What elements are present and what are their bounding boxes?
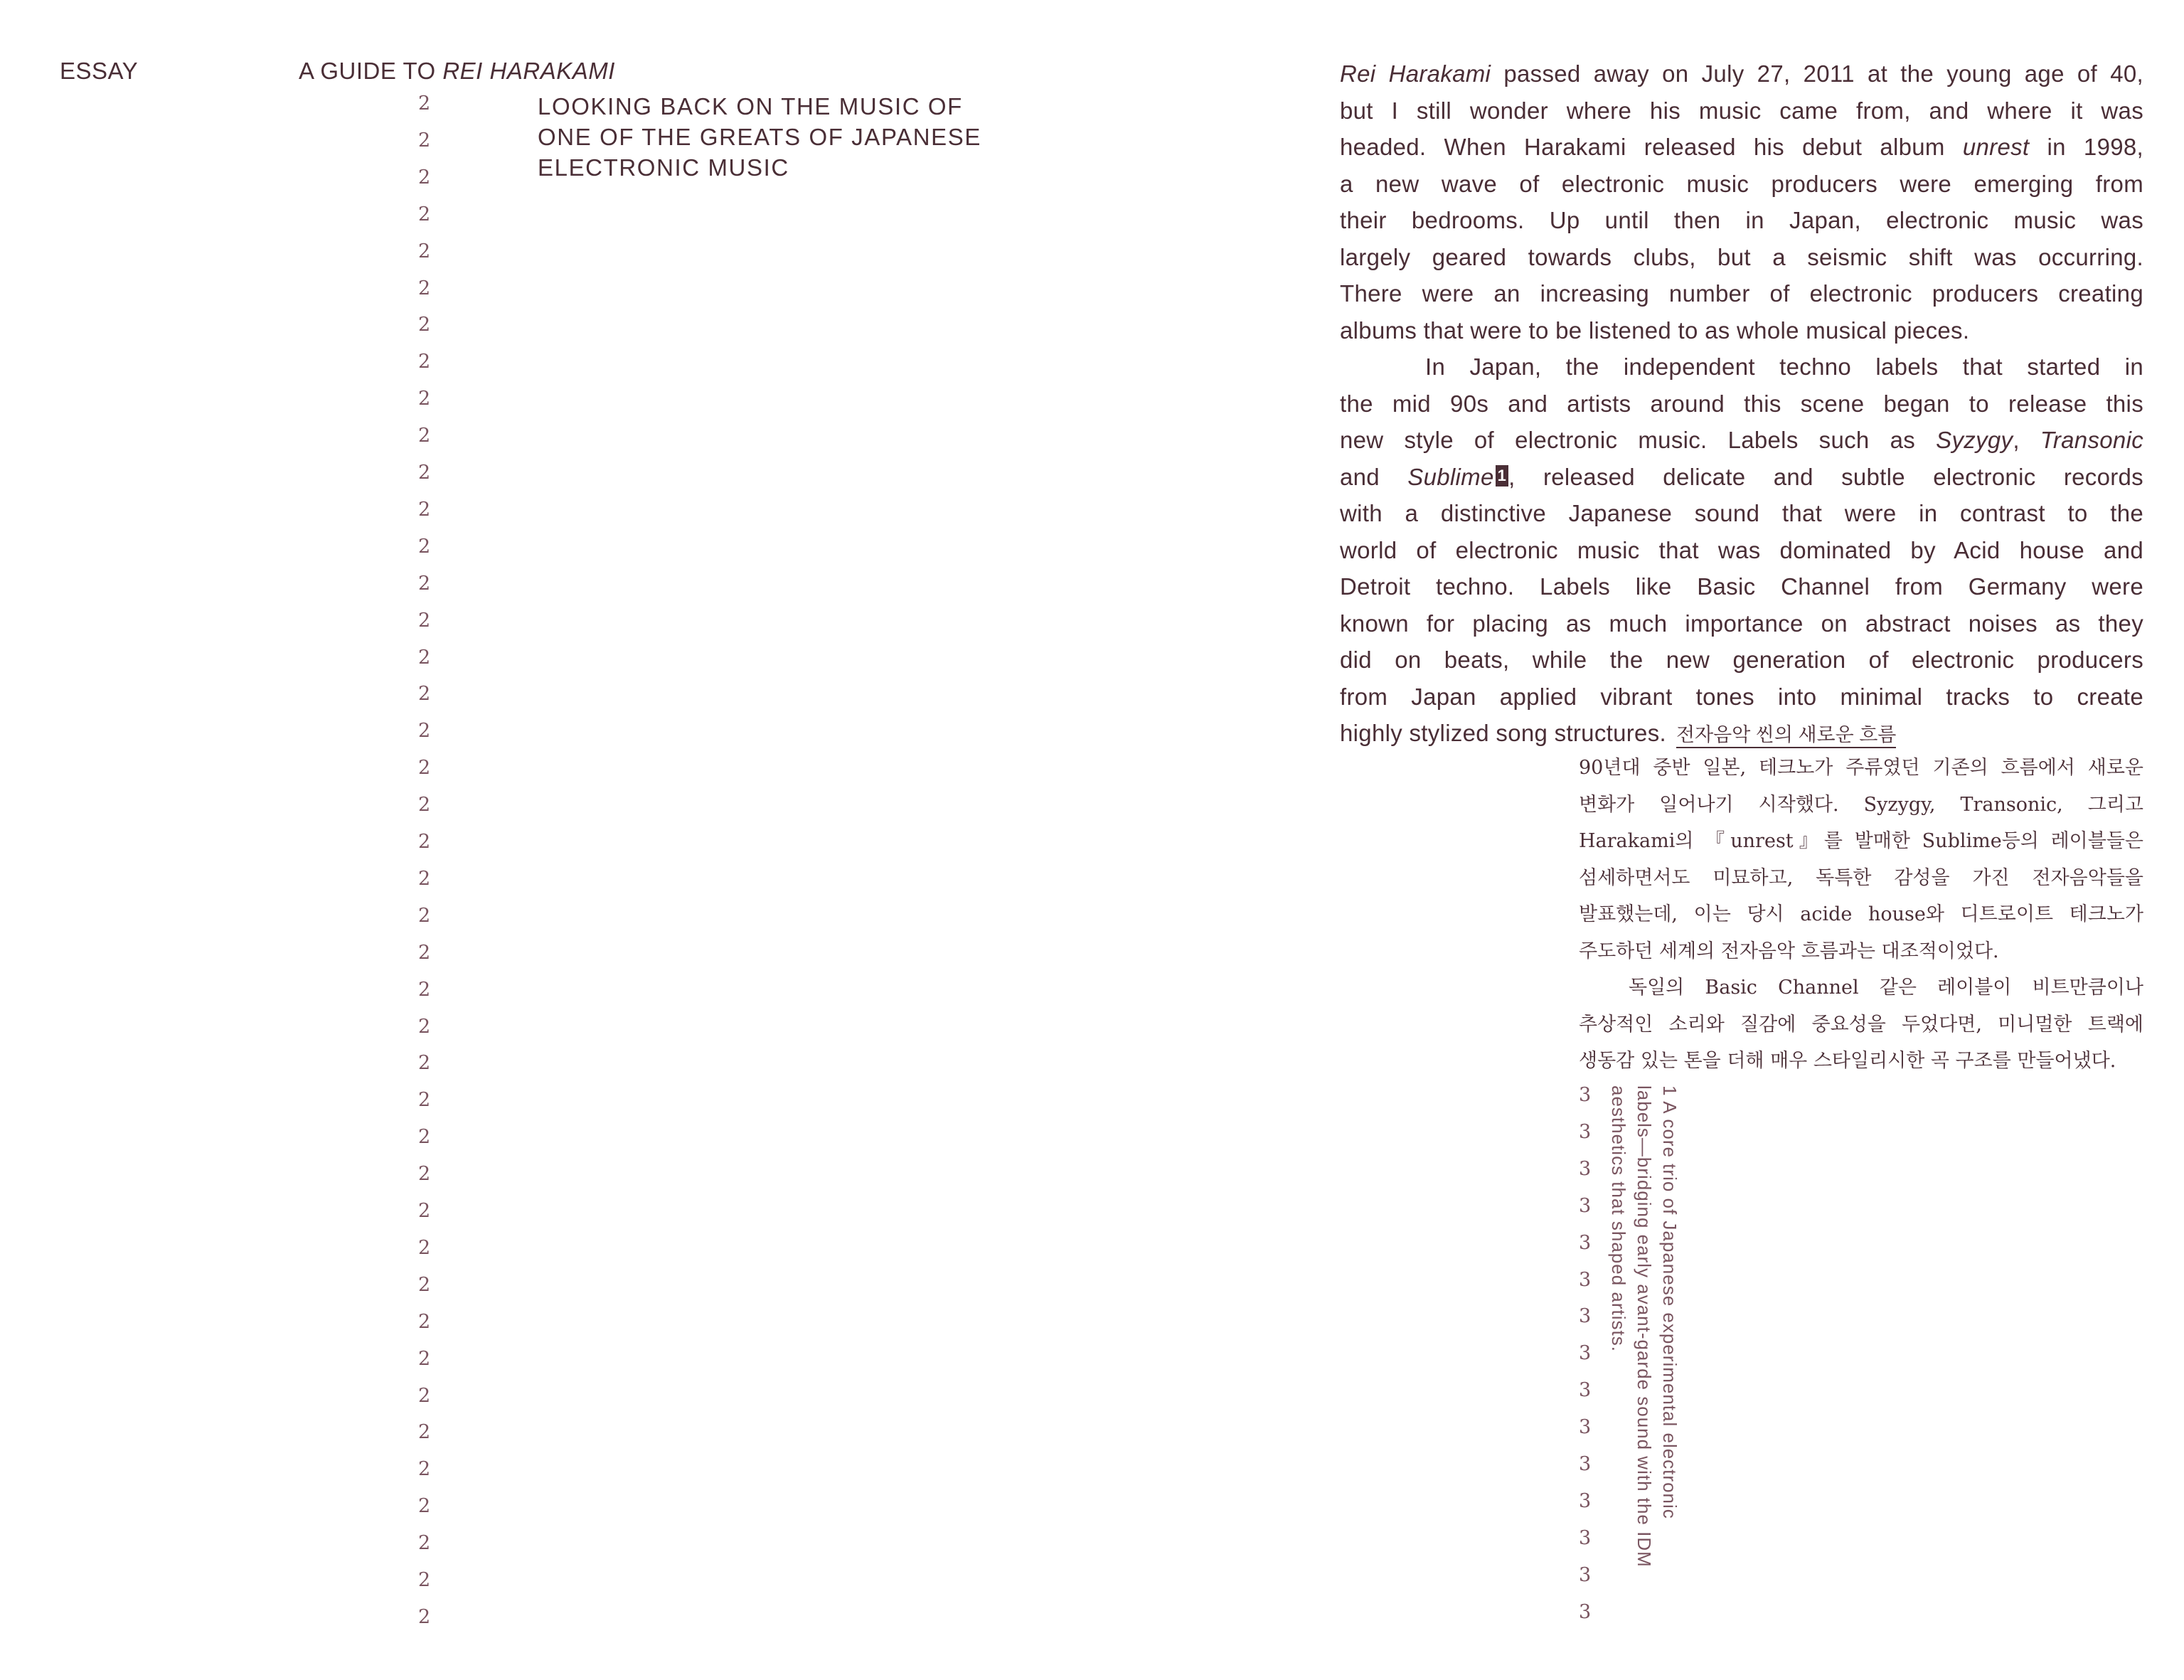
margin-number: 2 <box>418 1089 431 1112</box>
body-line: and Sublime 1, released delicate and subtle electronic records <box>1340 463 2143 490</box>
body-line: largely geared towards clubs, but a seismic shift was occurring. <box>1340 243 2143 270</box>
body-line: Detroit techno. Labels like Basic Channel from Germany were <box>1340 573 2143 600</box>
margin-number: 2 <box>418 535 431 558</box>
album-title: unrest <box>1962 134 2030 160</box>
guide-title <box>299 55 615 87</box>
margin-number: 2 <box>418 1273 431 1296</box>
margin-number: 2 <box>418 1495 431 1518</box>
artist-name: Rei Harakami <box>1340 60 1491 87</box>
footnote-line: labels—bridging early avant-garde sound with the IDM <box>1634 1085 1655 1568</box>
margin-number: 2 <box>418 1126 431 1149</box>
body-line: a new wave of electronic music producers were emerging from <box>1340 170 2143 197</box>
margin-number: 2 <box>418 1605 431 1628</box>
body-line: did on beats, while the new generation of electronic producers <box>1340 647 2143 673</box>
footnote-line: 1 A core trio of Japanese experimental electronic <box>1659 1085 1680 1519</box>
body-korean <box>1579 750 2143 1080</box>
label-sublime: Sublime <box>1407 463 1494 490</box>
margin-number: 2 <box>418 757 431 780</box>
label-transonic: Transonic <box>2040 427 2144 453</box>
margin-number: 2 <box>418 572 431 595</box>
korean-section-heading: 전자음악 씬의 새로운 흐름 <box>1676 724 1896 748</box>
body-line: highly stylized song structures. 전자음악 씬의 새로운 흐름 <box>1340 715 2143 752</box>
footnote-line: aesthetics that shaped artists. <box>1608 1085 1629 1352</box>
margin-number: 2 <box>418 388 431 410</box>
body-line: from Japan applied vibrant tones into minimal tracks to create <box>1340 683 2143 710</box>
body-line: with a distinctive Japanese sound that were in contrast to the <box>1340 500 2143 526</box>
body-line: In Japan, the independent techno labels that started in <box>1425 353 2143 380</box>
guide-title-name: REI HARAKAMI <box>442 58 615 84</box>
body-line: Rei Harakami passed away on July 27, 2011 at the young age of 40, <box>1340 60 2143 87</box>
body-line: headed. When Harakami released his debut album unrest in 1998, <box>1340 134 2143 160</box>
korean-line: 변화가 일어나기 시작했다. Syzygy, Transonic, 그리고 <box>1579 793 2143 816</box>
margin-number: 2 <box>418 166 431 188</box>
margin-number: 3 <box>1579 1453 1592 1475</box>
margin-number: 2 <box>418 1384 431 1407</box>
korean-line: 90년대 중반 일본, 테크노가 주류였던 기존의 흐름에서 새로운 <box>1579 757 2143 779</box>
margin-number: 3 <box>1579 1416 1592 1439</box>
margin-number: 2 <box>418 867 431 890</box>
margin-number: 2 <box>418 683 431 706</box>
margin-number: 3 <box>1579 1084 1592 1106</box>
margin-number: 2 <box>418 277 431 299</box>
body-line: their bedrooms. Up until then in Japan, electronic music was <box>1340 207 2143 233</box>
margin-number: 3 <box>1579 1563 1592 1586</box>
section-label: ESSAY <box>60 58 139 84</box>
margin-number: 2 <box>418 129 431 151</box>
margin-number: 3 <box>1579 1489 1592 1512</box>
margin-number: 2 <box>418 1052 431 1075</box>
margin-number: 2 <box>418 941 431 964</box>
margin-number: 2 <box>418 904 431 927</box>
margin-number: 2 <box>418 720 431 743</box>
subtitle-line: LOOKING BACK ON THE MUSIC OF <box>538 93 963 119</box>
korean-line: 독일의 Basic Channel 같은 레이블이 비트만큼이나 <box>1629 977 2143 999</box>
margin-number: 3 <box>1579 1305 1592 1328</box>
margin-number: 3 <box>1579 1600 1592 1623</box>
guide-title-prefix: A GUIDE TO <box>299 58 436 84</box>
margin-number: 2 <box>418 1421 431 1444</box>
margin-number: 2 <box>418 1163 431 1186</box>
margin-number: 3 <box>1579 1268 1592 1291</box>
margin-number: 3 <box>1579 1120 1592 1143</box>
body-line: but I still wonder where his music came from, and where it was <box>1340 97 2143 124</box>
margin-number: 3 <box>1579 1379 1592 1402</box>
margin-number: 3 <box>1579 1526 1592 1549</box>
body-english <box>1340 55 2143 752</box>
footnote-marker[interactable]: 1 <box>1496 465 1509 487</box>
margin-number: 2 <box>418 1569 431 1591</box>
margin-number: 2 <box>418 314 431 336</box>
body-line: new style of electronic music. Labels such as Syzygy, Transonic <box>1340 427 2144 453</box>
margin-number: 2 <box>418 240 431 262</box>
margin-number: 2 <box>418 794 431 817</box>
body-line: the mid 90s and artists around this scene began to release this <box>1340 390 2143 417</box>
subtitle-line: ELECTRONIC MUSIC <box>538 154 789 181</box>
footnote-vertical <box>1608 1085 1683 1626</box>
label-syzygy: Syzygy <box>1936 427 2013 453</box>
body-line: known for placing as much importance on abstract noises as they <box>1340 610 2143 637</box>
margin-number: 3 <box>1579 1231 1592 1254</box>
subtitle-line: ONE OF THE GREATS OF JAPANESE <box>538 124 981 150</box>
body-line: There were an increasing number of electronic producers creating <box>1340 280 2143 307</box>
margin-number: 2 <box>418 609 431 632</box>
body-line: albums that were to be listened to as whole musical pieces. <box>1340 317 1970 344</box>
margin-number: 2 <box>418 1200 431 1222</box>
margin-number: 3 <box>1579 1194 1592 1217</box>
margin-number: 2 <box>418 831 431 853</box>
margin-number: 2 <box>418 498 431 521</box>
margin-number: 3 <box>1579 1157 1592 1180</box>
korean-line: 추상적인 소리와 질감에 중요성을 두었다면, 미니멀한 트랙에 <box>1579 1013 2143 1036</box>
margin-number: 2 <box>418 1458 431 1481</box>
margin-number: 2 <box>418 462 431 484</box>
korean-line: Harakami의 『unrest』를 발매한 Sublime등의 레이블들은 <box>1579 830 2143 852</box>
margin-number: 2 <box>418 1236 431 1259</box>
margin-number: 2 <box>418 92 431 115</box>
margin-number: 2 <box>418 1015 431 1038</box>
margin-number: 2 <box>418 1347 431 1370</box>
margin-number: 2 <box>418 203 431 225</box>
margin-number: 2 <box>418 1310 431 1333</box>
korean-line: 주도하던 세계의 전자음악 흐름과는 대조적이었다. <box>1579 940 1999 962</box>
margin-number: 2 <box>418 351 431 373</box>
margin-number: 2 <box>418 646 431 669</box>
korean-line: 발표했는데, 이는 당시 acide house와 디트로이트 테크노가 <box>1579 903 2143 925</box>
margin-number: 3 <box>1579 1342 1592 1365</box>
korean-line: 섬세하면서도 미묘하고, 독특한 감성을 가진 전자음악들을 <box>1579 866 2143 889</box>
body-line: world of electronic music that was dominated by Acid house and <box>1340 536 2143 563</box>
margin-number: 2 <box>418 1532 431 1555</box>
margin-number: 2 <box>418 978 431 1001</box>
korean-line: 생동감 있는 톤을 더해 매우 스타일리시한 곡 구조를 만들어냈다. <box>1579 1050 2116 1072</box>
subtitle <box>538 91 1007 183</box>
margin-number: 2 <box>418 425 431 447</box>
